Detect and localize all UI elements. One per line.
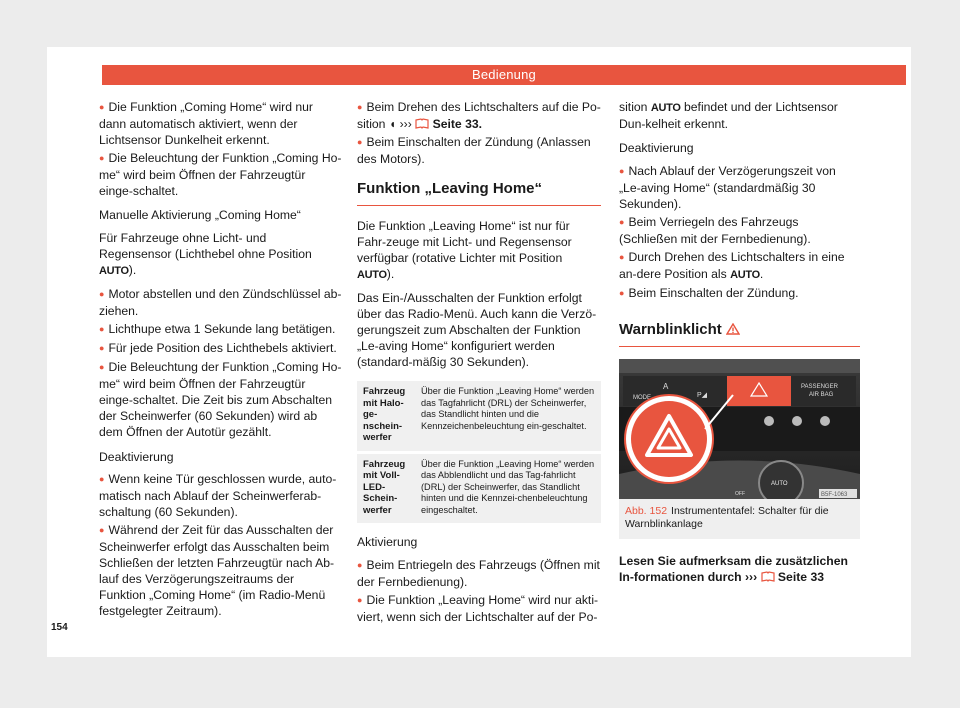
bullet-icon: ●	[619, 288, 625, 298]
table-key: Fahrzeug mit Voll-LED-Schein-werfer	[357, 454, 415, 524]
auto-knob-label: AUTO	[771, 481, 788, 487]
section-title-leaving-home: Funktion „Leaving Home“	[357, 181, 601, 206]
page-number: 154	[51, 622, 68, 633]
auto-symbol: AUTO	[99, 265, 129, 277]
table-value: Über die Funktion „Leaving Home“ werden das Tagfahrlicht (DRL) der Scheinwerfer, das Standlicht hinten und die Kennzeichenbeleuchtung ein-geschaltet.	[415, 381, 601, 451]
bullet-icon: ●	[619, 166, 625, 176]
bullet-icon: ●	[357, 560, 363, 570]
list-item: ● Die Funktion „Leaving Home“ wird nur akti-viert, wenn sich der Lichtschalter auf der Po-	[357, 593, 599, 624]
deactivation-heading: Deaktivierung	[99, 450, 174, 464]
chapter-header: Bedienung	[102, 65, 906, 85]
list-item: ● Die Beleuchtung der Funktion „Coming Ho-me“ wird beim Öffnen der Fahrzeugtür einge-schaltet.	[99, 151, 342, 198]
list-item: ● Wenn keine Tür geschlossen wurde, auto-matisch nach Ablauf der Scheinwerferab-schaltung (60 Sekunden).	[99, 472, 337, 519]
table-row	[357, 454, 601, 524]
list-item: ● Die Funktion „Coming Home“ wird nur dann automatisch aktiviert, wenn der Lichtsensor Dunkelheit erkennt.	[99, 100, 313, 147]
list-item: ● Durch Drehen des Lichtschalters in eine an-dere Position als AUTO.	[619, 250, 845, 281]
list-item: ● Beim Einschalten der Zündung.	[619, 286, 799, 300]
auto-symbol: AUTO	[730, 269, 760, 281]
mode-label: MODE	[633, 395, 651, 401]
list-item: ● Beim Entriegeln des Fahrzeugs (Öffnen mit der Fernbedienung).	[357, 558, 600, 589]
warning-triangle-icon	[726, 323, 740, 335]
book-link-icon	[761, 571, 775, 582]
start-stop-symbol: A	[663, 382, 669, 391]
list-item: ● Für jede Position des Lichthebels aktiviert.	[99, 341, 337, 355]
manual-heading: Manuelle Aktivierung „Coming Home“	[99, 208, 301, 222]
column-3	[619, 99, 860, 592]
manual-text: Für Fahrzeuge ohne Licht- und Regensensor (Lichthebel ohne Position AUTO).	[99, 231, 312, 277]
figure-caption: Abb. 152 Instrumententafel: Schalter für die Warnblinkanlage	[625, 505, 829, 530]
list-item: ● Während der Zeit für das Ausschalten der Scheinwerfer erfolgt das Ausschalten beim Schließen der letzten Fahrzeugtür nach Ab-lauf des Verzögerungszeitraums der Funktion „Coming Home“ (im Radio-Menü festgelegter Zeitraum).	[99, 523, 335, 618]
caption-number: Abb. 152	[625, 505, 668, 517]
light-switch-icon: ◖	[388, 117, 397, 131]
page	[47, 47, 911, 657]
headlight-table	[357, 378, 601, 526]
column-2	[357, 99, 601, 627]
column-1	[99, 99, 342, 621]
bullet-icon: ●	[357, 102, 363, 112]
auto-symbol: AUTO	[357, 269, 387, 281]
airbag-label: AIR BAG	[809, 392, 834, 398]
section-title-warnblinklicht: Warnblinklicht	[619, 322, 860, 347]
table-key: Fahrzeug mit Halo-ge-nschein-werfer	[357, 381, 415, 451]
bullet-icon: ●	[357, 595, 363, 605]
list-item: ● Die Beleuchtung der Funktion „Coming Ho-me“ wird beim Öffnen der Fahrzeugtür einge-schaltet. Die Zeit bis zum Abschalten der Scheinwerfer (60 Sekunden) wird ab dem Öffnen der Autotür gezählt.	[99, 360, 342, 439]
link-arrows: ›››	[399, 117, 412, 131]
paragraph: sition AUTO befindet und der Lichtsensor Dun-kelheit erkennt.	[619, 100, 838, 131]
bullet-icon: ●	[357, 137, 363, 147]
figure-152	[619, 359, 860, 539]
bullet-icon: ●	[619, 217, 625, 227]
page-link[interactable]: Seite 33	[777, 570, 824, 584]
list-item: ● Beim Drehen des Lichtschalters auf die Po-sition ◖ ››› Seite 33.	[357, 100, 601, 131]
bullet-icon: ●	[99, 324, 105, 334]
book-link-icon	[415, 118, 429, 129]
off-label: OFF	[735, 491, 745, 497]
bullet-icon: ●	[99, 525, 105, 535]
bullet-icon: ●	[99, 289, 105, 299]
bullet-icon: ●	[99, 474, 105, 484]
bullet-icon: ●	[619, 252, 625, 262]
paragraph: Die Funktion „Leaving Home“ ist nur für Fahr-zeuge mit Licht- und Regensensor verfügbar (rotative Lichter mit Position AUTO).	[357, 219, 572, 281]
hazard-switch-photo	[619, 359, 860, 499]
deactivation-heading: Deaktivierung	[619, 141, 694, 155]
auto-symbol: AUTO	[650, 102, 681, 114]
figure-code: B5F-1063	[821, 492, 848, 498]
link-arrows: ›››	[744, 570, 758, 584]
bullet-icon: ●	[99, 153, 105, 163]
bullet-icon: ●	[99, 102, 105, 112]
passenger-label: PASSENGER	[801, 384, 838, 390]
table-row	[357, 381, 601, 451]
page-link[interactable]: Seite 33.	[432, 117, 483, 131]
park-assist-icon: P◢	[697, 392, 708, 399]
list-item: ● Beim Einschalten der Zündung (Anlassen des Motors).	[357, 135, 591, 166]
table-value: Über die Funktion „Leaving Home“ werden das Abblendlicht und das Tag-fahrlicht (DRL) der Scheinwerfer, das Standlicht hinten und die Kennzei-chenbeleuchtung eingeschaltet.	[415, 454, 601, 524]
list-item: ● Lichthupe etwa 1 Sekunde lang betätigen.	[99, 322, 336, 336]
list-item: ● Motor abstellen und den Zündschlüssel ab-ziehen.	[99, 287, 342, 318]
bullet-icon: ●	[99, 362, 105, 372]
note: Lesen Sie aufmerksam die zusätzlichen In-formationen durch ››› Seite 33	[619, 554, 848, 584]
list-item: ● Nach Ablauf der Verzögerungszeit von „Le-aving Home“ (standardmäßig 30 Sekunden).	[619, 164, 836, 211]
list-item: ● Beim Verriegeln des Fahrzeugs (Schließen mit der Fernbedienung).	[619, 215, 811, 246]
activation-heading: Aktivierung	[357, 535, 418, 549]
bullet-icon: ●	[99, 343, 105, 353]
paragraph: Das Ein-/Ausschalten der Funktion erfolgt über das Radio-Menü. Auch kann die Verzö-gerungszeit zum Abschalten der Funktion „Le-aving Home“ konfiguriert werden (standard-mäßig 30 Sekunden).	[357, 291, 597, 369]
